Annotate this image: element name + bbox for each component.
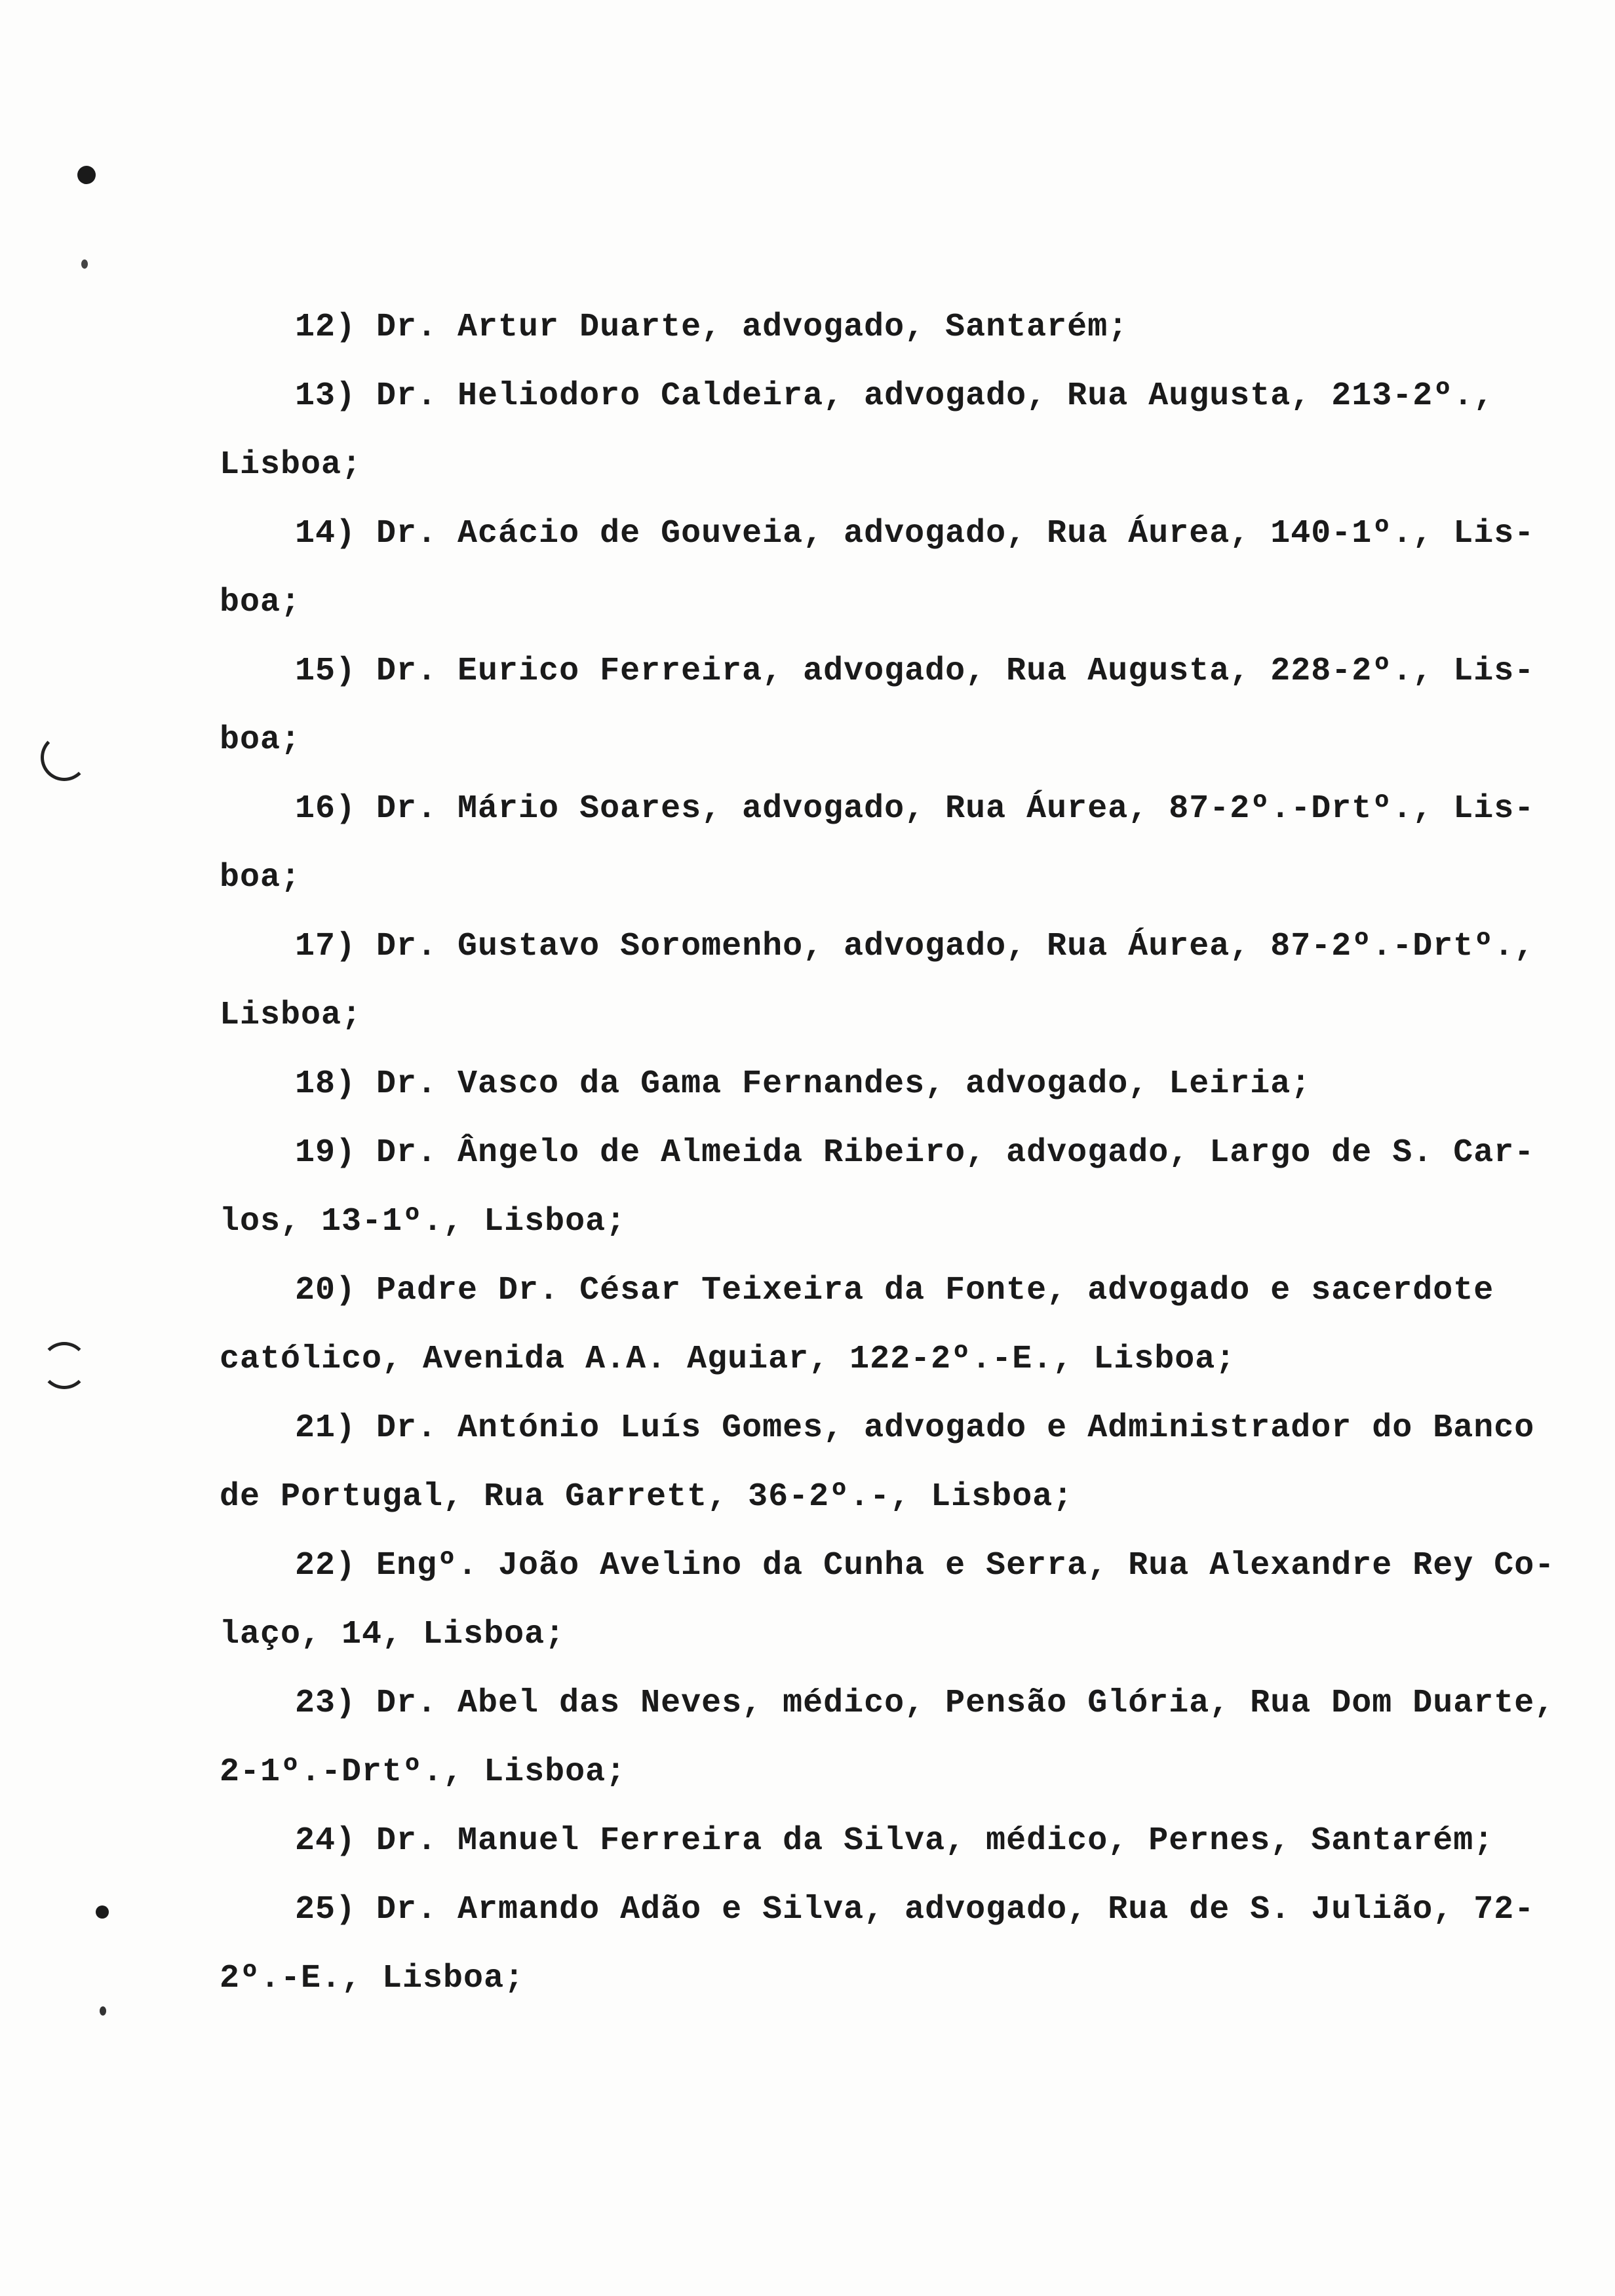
margin-mark: [96, 1905, 109, 1919]
entry-line: 12) Dr. Artur Duarte, advogado, Santarém;: [295, 309, 1129, 346]
entry-line: los, 13-1º., Lisboa;: [220, 1203, 627, 1240]
entry-line: 17) Dr. Gustavo Soromenho, advogado, Rua Áurea, 87-2º.-Drtº.,: [295, 928, 1535, 965]
entry-line: 25) Dr. Armando Adão e Silva, advogado, Rua de S. Julião, 72-: [295, 1891, 1535, 1928]
entry-line: boa;: [220, 584, 302, 621]
entry-line: 19) Dr. Ângelo de Almeida Ribeiro, advogado, Largo de S. Car-: [295, 1134, 1535, 1172]
entry-line: 20) Padre Dr. César Teixeira da Fonte, advogado e sacerdote: [295, 1272, 1494, 1309]
punch-hole-mark: [41, 734, 88, 781]
entry-line: 15) Dr. Eurico Ferreira, advogado, Rua Augusta, 228-2º., Lis-: [295, 653, 1535, 690]
entry-line: 24) Dr. Manuel Ferreira da Silva, médico, Pernes, Santarém;: [295, 1822, 1494, 1860]
entry-line: boa;: [220, 859, 302, 896]
entry-line: católico, Avenida A.A. Aguiar, 122-2º.-E., Lisboa;: [220, 1341, 1236, 1378]
entry-line: 13) Dr. Heliodoro Caldeira, advogado, Rua Augusta, 213-2º.,: [295, 377, 1494, 415]
entry-line: 16) Dr. Mário Soares, advogado, Rua Áurea, 87-2º.-Drtº., Lis-: [295, 790, 1535, 828]
entry-line: 21) Dr. António Luís Gomes, advogado e Administrador do Banco: [295, 1409, 1535, 1447]
entry-line: 2-1º.-Drtº., Lisboa;: [220, 1753, 627, 1791]
entry-line: 14) Dr. Acácio de Gouveia, advogado, Rua Áurea, 140-1º., Lis-: [295, 515, 1535, 552]
entry-line: laço, 14, Lisboa;: [220, 1616, 566, 1653]
entry-line: 18) Dr. Vasco da Gama Fernandes, advogado, Leiria;: [295, 1065, 1312, 1103]
entry-line: Lisboa;: [220, 446, 362, 484]
entry-line: de Portugal, Rua Garrett, 36-2º.-, Lisboa;: [220, 1478, 1074, 1516]
entry-line: 23) Dr. Abel das Neves, médico, Pensão Glória, Rua Dom Duarte,: [295, 1685, 1555, 1722]
entry-line: Lisboa;: [220, 997, 362, 1034]
entry-line: 2º.-E., Lisboa;: [220, 1960, 525, 1997]
entry-line: 22) Engº. João Avelino da Cunha e Serra, Rua Alexandre Rey Co-: [295, 1547, 1555, 1584]
punch-hole-mark: [41, 1342, 88, 1389]
entry-line: boa;: [220, 721, 302, 759]
margin-mark: [77, 166, 96, 184]
margin-mark: [81, 259, 88, 269]
margin-mark: [100, 2006, 106, 2016]
